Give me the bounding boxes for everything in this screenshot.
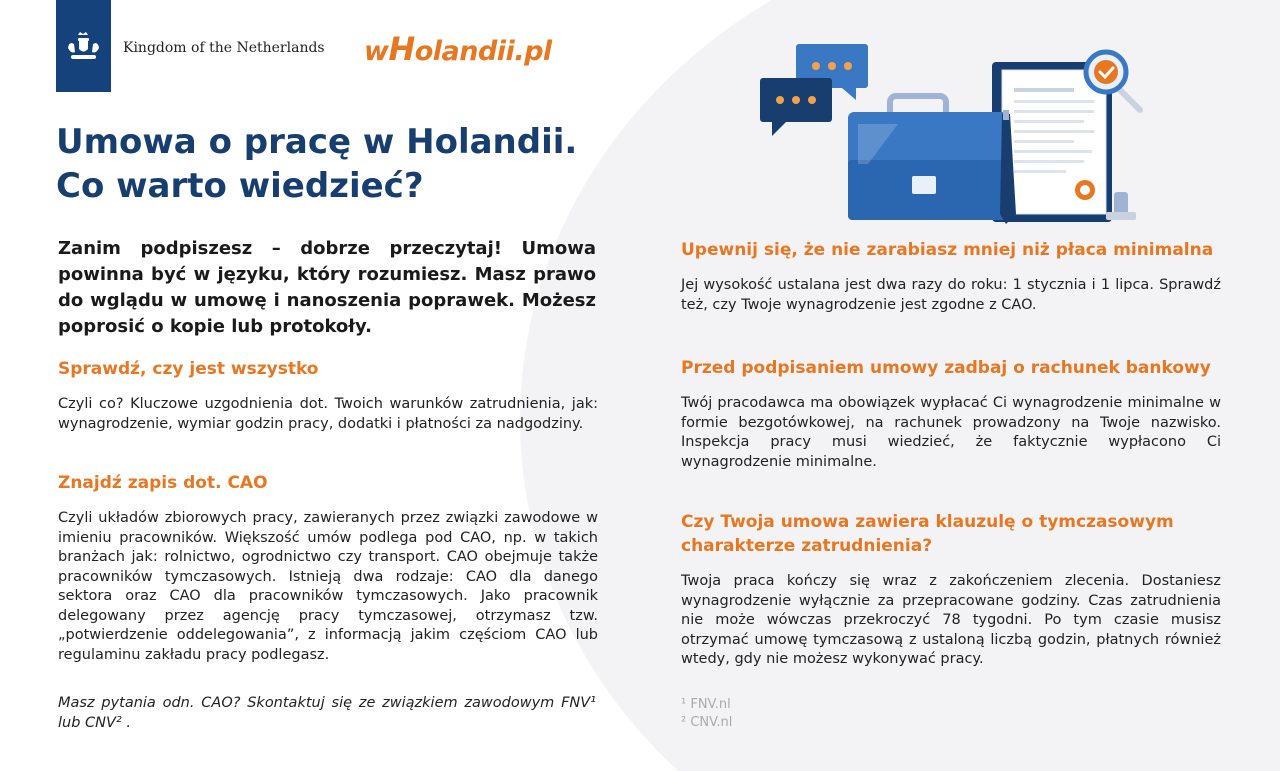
logo-text-rest: olandii.pl xyxy=(414,36,552,67)
section-body: Jej wysokość ustalana jest dwa razy do roku: 1 stycznia i 1 lipca. Sprawdź też, czy Twoje wynagrodzenie jest zgodne z CAO. xyxy=(681,277,1221,313)
section-heading: Upewnij się, że nie zarabiasz mniej niż płaca minimalna xyxy=(681,240,1214,260)
footnote-fnv[interactable]: ¹ FNV.nl xyxy=(681,697,731,712)
section-body: Czyli co? Kluczowe uzgodnienia dot. Twoich warunków zatrudnienia, jak: wynagrodzenie, wymiar godzin pracy, dodatki i płatności za nadgodziny. xyxy=(58,396,598,432)
section-minimum-wage xyxy=(681,238,1221,315)
footnote-cnv[interactable]: ² CNV.nl xyxy=(681,715,733,730)
logo-letter-w: w xyxy=(364,36,389,67)
logo-letter-h: H xyxy=(388,30,415,68)
title-line-2: Co warto wiedzieć? xyxy=(56,166,424,206)
intro-paragraph: Zanim podpiszesz – dobrze przeczytaj! Umowa powinna być w języku, który rozumiesz. Masz prawo do wglądu w umowę i nanoszenia poprawek. Możesz poprosić o kopie lub protokoły. xyxy=(58,238,596,337)
section-body: Twój pracodawca ma obowiązek wypłacać Ci wynagrodzenie minimalne w formie bezgotówkowej, na rachunek prowadzony na Twoje nazwisko. Inspekcja pracy musi wiedzieć, że faktycznie wypłacono Ci wynagrodzenie minimalne. xyxy=(681,395,1221,470)
section-heading: Znajdź zapis dot. CAO xyxy=(58,473,268,493)
contract-briefcase-illustration xyxy=(740,36,1160,236)
site-logo[interactable] xyxy=(364,30,552,68)
section-bank-account xyxy=(681,356,1221,472)
section-temporary-clause xyxy=(681,510,1221,670)
coat-of-arms-icon xyxy=(56,0,111,92)
government-logo-bar xyxy=(56,0,111,92)
section-heading: Czy Twoja umowa zawiera klauzulę o tymczasowym charakterze zatrudnienia? xyxy=(681,512,1174,556)
cao-contact-note: Masz pytania odn. CAO? Skontaktuj się ze związkiem zawodowym FNV¹ lub CNV² . xyxy=(58,695,596,731)
section-cao xyxy=(58,471,598,665)
section-heading: Sprawdź, czy jest wszystko xyxy=(58,359,319,379)
section-heading: Przed podpisaniem umowy zadbaj o rachunek bankowy xyxy=(681,358,1211,378)
government-name: Kingdom of the Netherlands xyxy=(123,40,325,56)
section-body: Twoja praca kończy się wraz z zakończeniem zlecenia. Dostaniesz wynagrodzenie wyłącznie za przepracowane godziny. Czas zatrudnienia nie może wówczas przekroczyć 78 tygodni. Po tym czasie musisz otrzymać umowę tymczasową z ustaloną liczbą godzin, płatnych również wtedy, gdy nie możesz wykonywać pracy. xyxy=(681,573,1221,667)
section-body: Czyli układów zbiorowych pracy, zawieranych przez związki zawodowe w imieniu pracowników. Większość umów podlega pod CAO, np. w takich branżach jak: rolnictwo, ogrodnictwo czy transport. CAO obejmuje także pracowników tymczasowych. Istnieją dwa rodzaje: CAO dla danego sektora oraz CAO dla pracowników tymczasowych. Jako pracownik delegowany przez agencję pracy tymczasowej, otrzymasz tzw. „potwierdzenie oddelegowania”, z informacją jakim częściom CAO lub regulaminu zakładu pracy podlegasz. xyxy=(58,510,598,663)
section-check-everything xyxy=(58,357,598,434)
briefcase-icon xyxy=(848,96,1008,220)
page-title xyxy=(56,120,656,208)
footnotes xyxy=(681,696,732,732)
title-line-1: Umowa o pracę w Holandii. xyxy=(56,122,578,162)
